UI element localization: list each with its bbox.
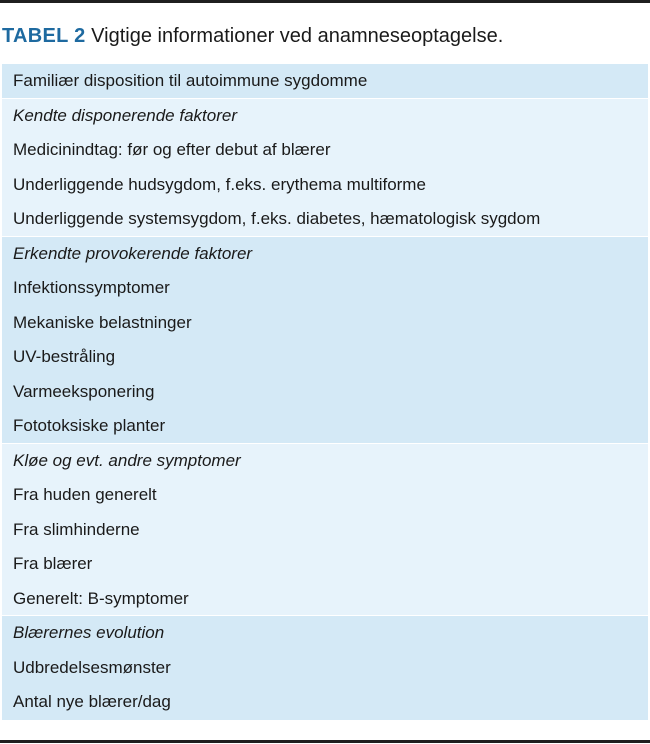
table-row: Infektionssymptomer [13, 278, 170, 297]
table-title [2, 24, 503, 48]
table-row: Antal nye blærer/dag [13, 692, 171, 711]
table-row: Fra huden generelt [13, 485, 157, 504]
table-row: Generelt: B-symptomer [13, 588, 189, 608]
table-label: TABEL 2 [2, 25, 86, 47]
table-section-heading: Kløe og evt. andre symptomer [13, 450, 241, 470]
top-rule [0, 0, 650, 3]
table-row: Udbredelsesmønster [13, 657, 171, 677]
table-row: Fra slimhinderne [13, 519, 140, 539]
table-row: Medicinindtag: før og efter debut af blærer [13, 140, 331, 159]
table-row: UV-bestråling [13, 347, 116, 366]
table-row: Fra blærer [13, 554, 93, 573]
table-row: Fototoksiske planter [13, 416, 166, 435]
table-row: Underliggende hudsygdom, f.eks. erythema multiforme [13, 174, 426, 194]
table-row: Mekaniske belastninger [13, 312, 192, 332]
table-row: Familiær disposition til autoimmune sygdomme [13, 71, 368, 90]
table-section-heading: Erkendte provokerende faktorer [13, 243, 253, 263]
table-caption: Vigtige informationer ved anamneseoptagelse. [91, 25, 504, 47]
table-row: Underliggende systemsygdom, f.eks. diabetes, hæmatologisk sygdom [13, 209, 541, 228]
bottom-rule [0, 740, 650, 743]
table-section-heading: Blærernes evolution [13, 623, 165, 642]
info-table [2, 64, 648, 720]
table-row: Varmeeksponering [13, 381, 155, 401]
table-section-heading: Kendte disponerende faktorer [13, 105, 237, 125]
